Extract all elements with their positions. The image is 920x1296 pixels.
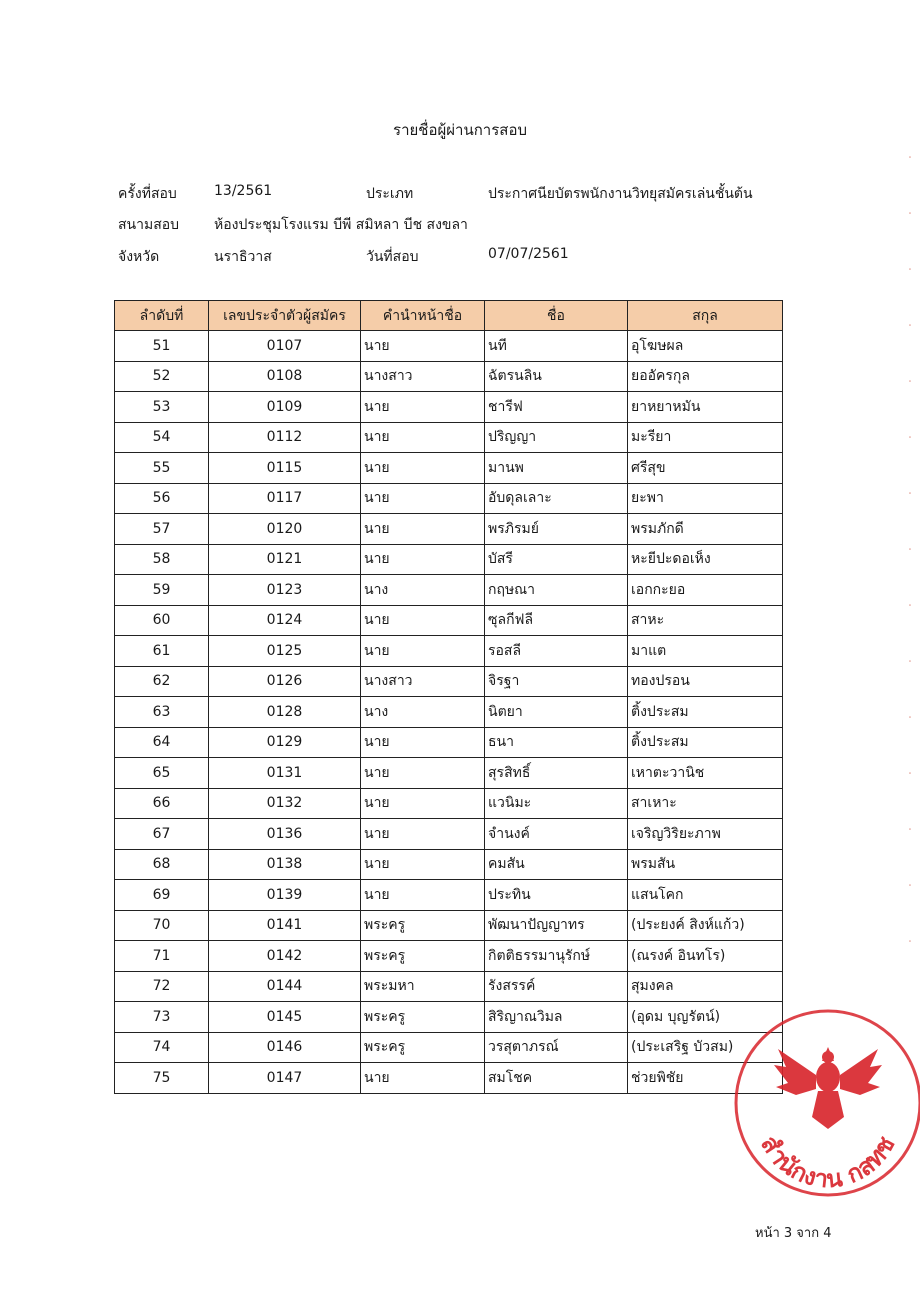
cell-order: 66 bbox=[115, 788, 209, 819]
cell-first-name: กิตติธรรมานุรักษ์ bbox=[485, 941, 628, 972]
cell-title: นาย bbox=[361, 819, 485, 850]
cell-order: 69 bbox=[115, 880, 209, 911]
table-row bbox=[115, 971, 783, 1002]
table-row bbox=[115, 697, 783, 728]
header-applicant-id: เลขประจำตัวผู้สมัคร bbox=[209, 301, 361, 331]
table-row bbox=[115, 514, 783, 545]
cell-title: นาง bbox=[361, 575, 485, 606]
stamp-text: สำนักงาน กสทช bbox=[755, 1130, 901, 1194]
watermark-dot: · bbox=[907, 766, 913, 782]
cell-last-name: (ประยงค์ สิงห์แก้ว) bbox=[628, 910, 783, 941]
table-row bbox=[115, 910, 783, 941]
date-label: วันที่สอบ bbox=[366, 249, 419, 265]
cell-order: 62 bbox=[115, 666, 209, 697]
cell-order: 72 bbox=[115, 971, 209, 1002]
cell-first-name: จำนงค์ bbox=[485, 819, 628, 850]
cell-first-name: ธนา bbox=[485, 727, 628, 758]
cell-last-name: ติ้งประสม bbox=[628, 727, 783, 758]
table-row bbox=[115, 361, 783, 392]
cell-first-name: วรสุตาภรณ์ bbox=[485, 1032, 628, 1063]
header-order: ลำดับที่ bbox=[115, 301, 209, 331]
cell-applicant-id: 0147 bbox=[209, 1063, 361, 1094]
venue-value: ห้องประชุมโรงแรม บีพี สมิหลา บีช สงขลา bbox=[214, 217, 468, 233]
cell-first-name: ฉัตรนลิน bbox=[485, 361, 628, 392]
cell-last-name: พรมสัน bbox=[628, 849, 783, 880]
table-row bbox=[115, 392, 783, 423]
cell-applicant-id: 0121 bbox=[209, 544, 361, 575]
cell-applicant-id: 0144 bbox=[209, 971, 361, 1002]
svg-text:สำนักงาน กสทช bbox=[755, 1131, 900, 1194]
cell-applicant-id: 0108 bbox=[209, 361, 361, 392]
table-row bbox=[115, 727, 783, 758]
cell-applicant-id: 0109 bbox=[209, 392, 361, 423]
cell-applicant-id: 0107 bbox=[209, 331, 361, 362]
cell-title: นาย bbox=[361, 605, 485, 636]
cell-title: นาย bbox=[361, 514, 485, 545]
cell-title: นาย bbox=[361, 788, 485, 819]
watermark-dot: · bbox=[907, 822, 913, 838]
cell-last-name: อุโฆษผล bbox=[628, 331, 783, 362]
cell-order: 75 bbox=[115, 1063, 209, 1094]
cell-title: นาย bbox=[361, 422, 485, 453]
cell-applicant-id: 0141 bbox=[209, 910, 361, 941]
cell-last-name: ทองปรอน bbox=[628, 666, 783, 697]
cell-last-name: (ณรงค์ อินทโร) bbox=[628, 941, 783, 972]
watermark-dot: · bbox=[907, 150, 913, 166]
cell-first-name: คมสัน bbox=[485, 849, 628, 880]
table-row bbox=[115, 849, 783, 880]
cell-first-name: สมโชค bbox=[485, 1063, 628, 1094]
cell-title: พระครู bbox=[361, 910, 485, 941]
cell-first-name: รังสรรค์ bbox=[485, 971, 628, 1002]
cell-title: นาย bbox=[361, 849, 485, 880]
cell-title: นาย bbox=[361, 727, 485, 758]
cell-last-name: (อุดม บุญรัตน์) bbox=[628, 1002, 783, 1033]
cell-first-name: สุรสิทธิ์ bbox=[485, 758, 628, 789]
watermark-dot: · bbox=[907, 206, 913, 222]
cell-order: 64 bbox=[115, 727, 209, 758]
round-label: ครั้งที่สอบ bbox=[118, 186, 177, 202]
table-row bbox=[115, 819, 783, 850]
cell-order: 53 bbox=[115, 392, 209, 423]
cell-order: 58 bbox=[115, 544, 209, 575]
watermark-dot: · bbox=[907, 654, 913, 670]
cell-last-name: หะยีปะดอเห็ง bbox=[628, 544, 783, 575]
cell-order: 63 bbox=[115, 697, 209, 728]
office-seal-stamp bbox=[730, 1005, 920, 1205]
cell-order: 70 bbox=[115, 910, 209, 941]
cell-first-name: จิรฐา bbox=[485, 666, 628, 697]
table-body bbox=[115, 331, 783, 1094]
cell-first-name: ชารีฟ bbox=[485, 392, 628, 423]
cell-applicant-id: 0132 bbox=[209, 788, 361, 819]
table-row bbox=[115, 758, 783, 789]
header-last-name: สกุล bbox=[628, 301, 783, 331]
watermark-dot: · bbox=[907, 598, 913, 614]
cell-first-name: พรภิรมย์ bbox=[485, 514, 628, 545]
cell-applicant-id: 0145 bbox=[209, 1002, 361, 1033]
province-label: จังหวัด bbox=[118, 249, 160, 265]
province-value: นราธิวาส bbox=[214, 249, 272, 265]
cell-applicant-id: 0124 bbox=[209, 605, 361, 636]
cell-order: 52 bbox=[115, 361, 209, 392]
cell-title: นาย bbox=[361, 636, 485, 667]
cell-order: 51 bbox=[115, 331, 209, 362]
watermark-dot: · bbox=[907, 430, 913, 446]
cell-applicant-id: 0117 bbox=[209, 483, 361, 514]
cell-order: 59 bbox=[115, 575, 209, 606]
cell-first-name: นิตยา bbox=[485, 697, 628, 728]
cell-first-name: บัสรี bbox=[485, 544, 628, 575]
cell-applicant-id: 0142 bbox=[209, 941, 361, 972]
cell-last-name: สาหะ bbox=[628, 605, 783, 636]
cell-applicant-id: 0123 bbox=[209, 575, 361, 606]
cell-title: พระมหา bbox=[361, 971, 485, 1002]
cell-order: 55 bbox=[115, 453, 209, 484]
date-value: 07/07/2561 bbox=[488, 246, 569, 262]
watermark-dot: · bbox=[907, 878, 913, 894]
cell-title: นาย bbox=[361, 483, 485, 514]
table-row bbox=[115, 1063, 783, 1094]
cell-applicant-id: 0115 bbox=[209, 453, 361, 484]
cell-first-name: ประทิน bbox=[485, 880, 628, 911]
cell-last-name: สุมงคล bbox=[628, 971, 783, 1002]
cell-order: 71 bbox=[115, 941, 209, 972]
table-row bbox=[115, 453, 783, 484]
document-title: รายชื่อผู้ผ่านการสอบ bbox=[393, 121, 527, 139]
cell-first-name: อับดุลเลาะ bbox=[485, 483, 628, 514]
table-row bbox=[115, 575, 783, 606]
table-row bbox=[115, 788, 783, 819]
cell-last-name: พรมภักดี bbox=[628, 514, 783, 545]
cell-title: นางสาว bbox=[361, 361, 485, 392]
cell-title: พระครู bbox=[361, 1002, 485, 1033]
watermark-dot: · bbox=[907, 374, 913, 390]
cell-first-name: ซุลกีฟลี bbox=[485, 605, 628, 636]
cell-last-name: ศรีสุข bbox=[628, 453, 783, 484]
type-value: ประกาศนียบัตรพนักงานวิทยุสมัครเล่นชั้นต้น bbox=[488, 186, 753, 202]
cell-order: 54 bbox=[115, 422, 209, 453]
cell-order: 68 bbox=[115, 849, 209, 880]
cell-order: 73 bbox=[115, 1002, 209, 1033]
table-header-row bbox=[115, 301, 783, 331]
cell-applicant-id: 0139 bbox=[209, 880, 361, 911]
table-row bbox=[115, 483, 783, 514]
cell-last-name: ยออัครกุล bbox=[628, 361, 783, 392]
watermark-dot: · bbox=[907, 542, 913, 558]
cell-applicant-id: 0138 bbox=[209, 849, 361, 880]
cell-order: 65 bbox=[115, 758, 209, 789]
table-row bbox=[115, 880, 783, 911]
cell-first-name: มานพ bbox=[485, 453, 628, 484]
cell-last-name: ช่วยพิชัย bbox=[628, 1063, 783, 1094]
cell-applicant-id: 0120 bbox=[209, 514, 361, 545]
cell-order: 67 bbox=[115, 819, 209, 850]
cell-last-name: ติ้งประสม bbox=[628, 697, 783, 728]
cell-title: นาย bbox=[361, 1063, 485, 1094]
cell-title: นางสาว bbox=[361, 666, 485, 697]
header-title: คำนำหน้าชื่อ bbox=[361, 301, 485, 331]
cell-title: นาย bbox=[361, 758, 485, 789]
watermark-dot: · bbox=[907, 262, 913, 278]
round-value: 13/2561 bbox=[214, 183, 273, 199]
table-row bbox=[115, 544, 783, 575]
table-row bbox=[115, 605, 783, 636]
cell-order: 61 bbox=[115, 636, 209, 667]
cell-last-name: แสนโคก bbox=[628, 880, 783, 911]
watermark-dot: · bbox=[907, 934, 913, 950]
cell-title: นาย bbox=[361, 392, 485, 423]
table-row bbox=[115, 636, 783, 667]
cell-first-name: นที bbox=[485, 331, 628, 362]
cell-applicant-id: 0136 bbox=[209, 819, 361, 850]
cell-applicant-id: 0129 bbox=[209, 727, 361, 758]
cell-title: นาย bbox=[361, 331, 485, 362]
cell-first-name: กฤษณา bbox=[485, 575, 628, 606]
cell-order: 56 bbox=[115, 483, 209, 514]
cell-title: นาย bbox=[361, 544, 485, 575]
candidate-table bbox=[114, 300, 783, 1094]
cell-first-name: สิริญาณวิมล bbox=[485, 1002, 628, 1033]
cell-last-name: เจริญวิริยะภาพ bbox=[628, 819, 783, 850]
table-row bbox=[115, 941, 783, 972]
table-row bbox=[115, 331, 783, 362]
watermark-dot: · bbox=[907, 318, 913, 334]
table-row bbox=[115, 422, 783, 453]
cell-last-name: เหาตะวานิช bbox=[628, 758, 783, 789]
page-number: หน้า 3 จาก 4 bbox=[755, 1226, 832, 1241]
table-row bbox=[115, 1002, 783, 1033]
header-first-name: ชื่อ bbox=[485, 301, 628, 331]
cell-title: นาง bbox=[361, 697, 485, 728]
table-row bbox=[115, 1032, 783, 1063]
cell-applicant-id: 0128 bbox=[209, 697, 361, 728]
cell-last-name: เอกกะยอ bbox=[628, 575, 783, 606]
cell-first-name: พัฒนาปัญญาทร bbox=[485, 910, 628, 941]
cell-last-name: สาเหาะ bbox=[628, 788, 783, 819]
cell-applicant-id: 0126 bbox=[209, 666, 361, 697]
cell-first-name: แวนิมะ bbox=[485, 788, 628, 819]
cell-applicant-id: 0112 bbox=[209, 422, 361, 453]
side-watermark bbox=[900, 130, 920, 970]
cell-order: 57 bbox=[115, 514, 209, 545]
watermark-dot: · bbox=[907, 486, 913, 502]
cell-title: พระครู bbox=[361, 1032, 485, 1063]
table-row bbox=[115, 666, 783, 697]
cell-applicant-id: 0131 bbox=[209, 758, 361, 789]
cell-first-name: รอสลี bbox=[485, 636, 628, 667]
cell-applicant-id: 0125 bbox=[209, 636, 361, 667]
cell-last-name: มะรียา bbox=[628, 422, 783, 453]
cell-order: 60 bbox=[115, 605, 209, 636]
cell-title: นาย bbox=[361, 453, 485, 484]
cell-first-name: ปริญญา bbox=[485, 422, 628, 453]
cell-order: 74 bbox=[115, 1032, 209, 1063]
cell-title: พระครู bbox=[361, 941, 485, 972]
watermark-dot: · bbox=[907, 710, 913, 726]
cell-title: นาย bbox=[361, 880, 485, 911]
cell-last-name: ยาหยาหมัน bbox=[628, 392, 783, 423]
cell-last-name: มาแต bbox=[628, 636, 783, 667]
cell-last-name: (ประเสริฐ บัวสม) bbox=[628, 1032, 783, 1063]
cell-last-name: ยะพา bbox=[628, 483, 783, 514]
garuda-emblem-icon bbox=[774, 1047, 882, 1129]
cell-applicant-id: 0146 bbox=[209, 1032, 361, 1063]
type-label: ประเภท bbox=[366, 186, 414, 202]
venue-label: สนามสอบ bbox=[118, 217, 180, 233]
